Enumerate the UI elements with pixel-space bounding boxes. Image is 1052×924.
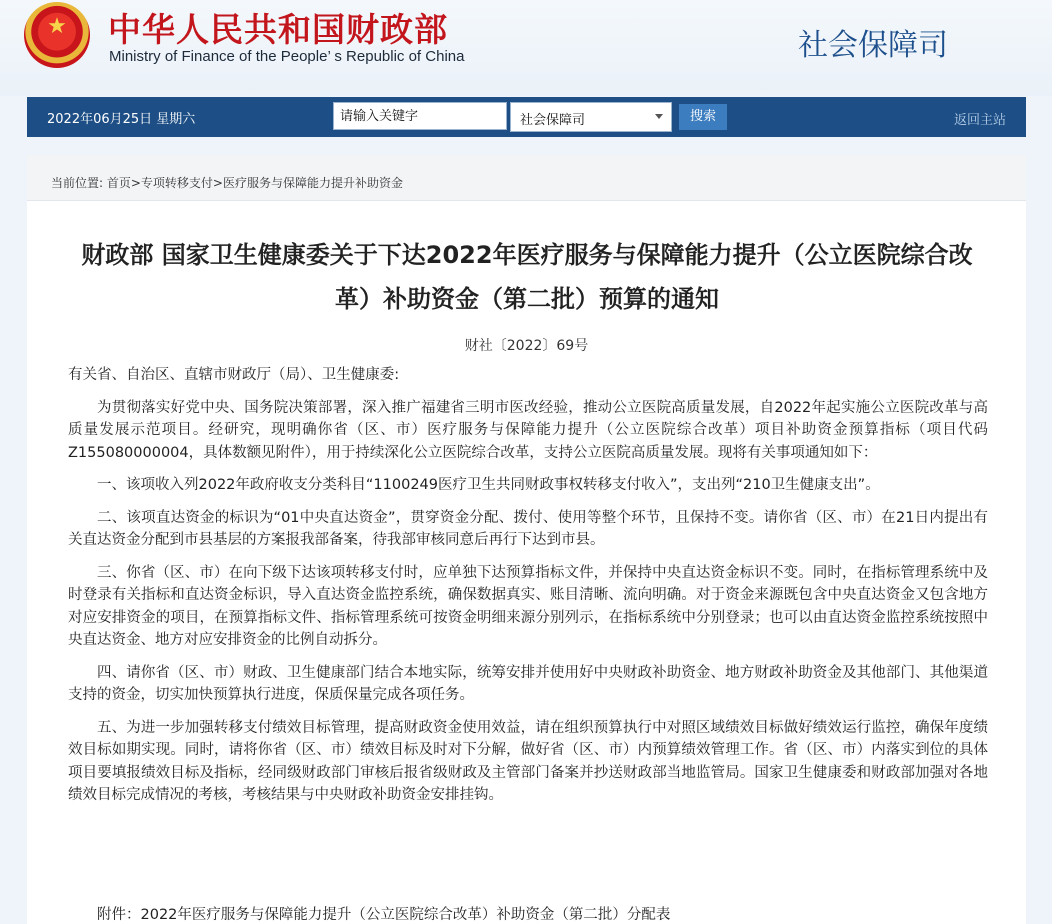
search-scope-value: 社会保障司 [520, 113, 586, 128]
site-title[interactable]: 中华人民共和国财政部 [108, 10, 448, 49]
document-body [68, 364, 988, 817]
search-scope-select[interactable] [510, 102, 672, 132]
search-button[interactable]: 搜索 [679, 104, 727, 130]
main-content [27, 155, 1026, 924]
paragraph: 五、为进一步加强转移支付绩效目标管理，提高财政资金使用效益，请在组织预算执行中对照区域绩效目标做好绩效运行监控，确保年度绩效目标如期实现。同时，请将你省（区、市）绩效目标及时对下分解，做好省（区、市）内预算绩效管理工作。省（区、市）内落实到位的具体项目要填报绩效目标及指标，经同级财政部门审核后报省级财政及主管部门备案并抄送财政部当地监管局。国家卫生健康委和财政部加强对各地绩效目标完成情况的考核，考核结果与中央财政补助资金安排挂钩。 [68, 719, 988, 803]
search-input[interactable] [333, 102, 507, 130]
document-number: 财社〔2022〕69号 [464, 338, 589, 354]
paragraph: 三、你省（区、市）在向下级下达该项转移支付时，应单独下达预算指标文件，并保持中央直达资金标识不变。同时，在指标管理系统中及时登录有关指标和直达资金标识，导入直达资金监控系统，确保数据真实、账目清晰、流向明确。对于资金来源既包含中央直达资金又包含地方对应安排资金的项目，在预算指标文件、指标管理系统可按资金明细来源分别列示，在指标系统中分别登录；也可以由直达资金监控系统按照中央直达资金、地方对应安排资金的比例自动拆分。 [68, 564, 988, 648]
document-title: 财政部 国家卫生健康委关于下达2022年医疗服务与保障能力提升（公立医院综合改革）补助资金（第二批）预算的通知 [81, 241, 973, 313]
attachment-link[interactable]: 附件：2022年医疗服务与保障能力提升（公立医院综合改革）补助资金（第二批）分配表 [97, 907, 671, 923]
paragraph: 为贯彻落实好党中央、国务院决策部署，深入推广福建省三明市医改经验，推动公立医院高质量发展，自2022年起实施公立医院改革与高质量发展示范项目。经研究，现明确你省（区、市）医疗服务与保障能力提升（公立医院综合改革）项目补助资金预算指标（项目代码Z155080000004，具体数额见附件），用于持续深化公立医院综合改革，支持公立医院高质量发展。现将有关事项通知如下： [68, 399, 988, 461]
site-header [0, 0, 1052, 96]
national-emblem-icon: ★ [24, 2, 90, 68]
current-date: 2022年06月25日 星期六 [47, 112, 196, 127]
department-name: 社会保障司 [798, 28, 948, 63]
chevron-down-icon [655, 114, 663, 119]
site-subtitle-en: Ministry of Finance of the People’ s Republic of China [109, 48, 465, 65]
paragraph: 二、该项直达资金的标识为“01中央直达资金”，贯穿资金分配、拨付、使用等整个环节，且保持不变。请你省（区、市）在21日内提出有关直达资金分配到市县基层的方案报我部备案，待我部审核同意后再行下达到市县。 [68, 509, 988, 548]
paragraph: 一、该项收入列2022年政府收支分类科目“1100249医疗卫生共同财政事权转移支付收入”，支出列“210卫生健康支出”。 [97, 477, 880, 493]
breadcrumb-text[interactable]: 当前位置: 首页>专项转移支付>医疗服务与保障能力提升补助资金 [51, 176, 403, 190]
recipient-line: 有关省、自治区、直辖市财政厅（局）、卫生健康委: [68, 367, 400, 383]
nav-bar [27, 97, 1026, 137]
breadcrumb [27, 155, 1026, 201]
return-home-link[interactable]: 返回主站 [953, 113, 1006, 128]
paragraph: 四、请你省（区、市）财政、卫生健康部门结合本地实际，统筹安排并使用好中央财政补助资金、地方财政补助资金及其他部门、其他渠道支持的资金，切实加快预算执行进度，保质保量完成各项任务。 [68, 664, 988, 703]
